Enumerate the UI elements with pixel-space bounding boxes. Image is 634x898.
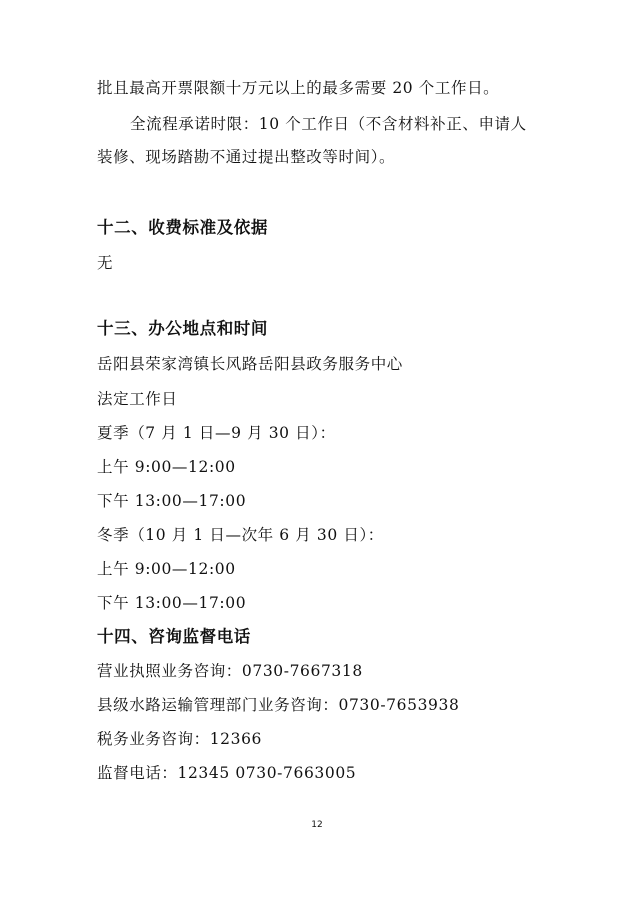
section-heading-phones: 十四、咨询监督电话 <box>97 627 251 646</box>
office-workday: 法定工作日 <box>97 390 178 408</box>
winter-schedule-label: 冬季（10 月 1 日—次年 6 月 30 日）： <box>97 526 384 544</box>
phone-tax: 税务业务咨询：12366 <box>97 730 263 748</box>
text-line-deadline: 批且最高开票限额十万元以上的最多需要 20 个工作日。 <box>97 79 500 97</box>
phone-supervision: 监督电话：12345 0730-7663005 <box>97 764 357 782</box>
summer-schedule-label: 夏季（7 月 1 日—9 月 30 日）： <box>97 424 336 442</box>
page-number: 12 <box>311 820 323 830</box>
section-heading-office: 十三、办公地点和时间 <box>97 319 268 338</box>
text-line-promise: 全流程承诺时限：10 个工作日（不含材料补正、申请人 <box>130 115 527 133</box>
office-address: 岳阳县荣家湾镇长风路岳阳县政务服务中心 <box>97 355 403 373</box>
fees-body: 无 <box>97 254 114 272</box>
winter-afternoon-hours: 下午 13:00—17:00 <box>97 594 247 612</box>
section-heading-fees: 十二、收费标准及依据 <box>97 218 268 237</box>
phone-waterway-transport: 县级水路运输管理部门业务咨询：0730-7653938 <box>97 696 460 714</box>
summer-morning-hours: 上午 9:00—12:00 <box>97 458 236 476</box>
winter-morning-hours: 上午 9:00—12:00 <box>97 560 236 578</box>
summer-afternoon-hours: 下午 13:00—17:00 <box>97 492 247 510</box>
text-line-promise-cont: 装修、现场踏勘不通过提出整改等时间）。 <box>97 148 396 166</box>
phone-business-license: 营业执照业务咨询：0730-7667318 <box>97 662 363 680</box>
